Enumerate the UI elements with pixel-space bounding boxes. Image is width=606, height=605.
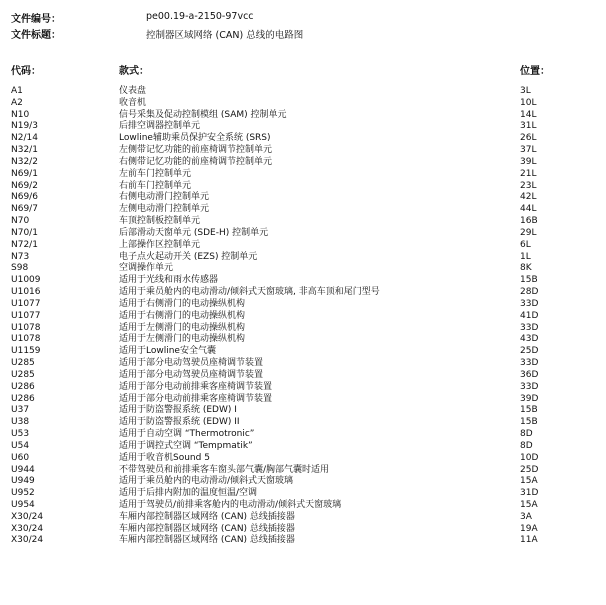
component-description: 适用于防盗警报系统 (EDW) I (119, 405, 237, 416)
component-position: 14L (520, 109, 537, 120)
table-row (0, 98, 606, 110)
table-row (0, 358, 606, 370)
component-description: 右前车门控制单元 (119, 180, 192, 191)
component-position: 15B (520, 275, 538, 286)
component-code: U1078 (11, 322, 41, 333)
component-position: 21L (520, 168, 537, 179)
component-code: U37 (11, 405, 30, 416)
component-description: 车厢内部控制器区域网络 (CAN) 总线插接器 (119, 523, 295, 534)
table-row (0, 453, 606, 465)
component-description: 适用于自动空调 “Thermotronic” (119, 429, 255, 440)
component-description: 后部滑动天窗单元 (SDE-H) 控制单元 (119, 227, 269, 238)
table-row (0, 240, 606, 252)
component-description: 适用于防盗警报系统 (EDW) II (119, 417, 240, 428)
component-code: N10 (11, 109, 30, 120)
component-code: U944 (11, 464, 35, 475)
table-row (0, 275, 606, 287)
component-code: U286 (11, 381, 35, 392)
component-code: U954 (11, 499, 35, 510)
component-code: N69/7 (11, 204, 38, 215)
component-code: U38 (11, 417, 30, 428)
component-description: 仪表盘 (119, 86, 147, 96)
component-code: X30/24 (11, 511, 44, 522)
component-code: N32/2 (11, 156, 38, 167)
component-code: N72/1 (11, 239, 38, 250)
component-description: 适用于部分电动驾驶员座椅调节装置 (119, 369, 264, 380)
component-position: 44L (520, 204, 537, 215)
table-row (0, 228, 606, 240)
component-description: Lowline辅助乘员保护安全系统 (SRS) (119, 133, 271, 144)
table-row (0, 145, 606, 157)
component-position: 36D (520, 369, 539, 380)
doc-number-value: pe00.19-a-2150-97vcc (146, 11, 254, 22)
component-description: 左侧电动滑门控制单元 (119, 204, 210, 215)
component-code: N73 (11, 251, 30, 262)
component-position: 10L (520, 97, 537, 108)
component-description: 上部操作区控制单元 (119, 239, 201, 250)
table-row (0, 311, 606, 323)
component-code: U285 (11, 369, 35, 380)
component-code: A2 (11, 97, 23, 108)
component-description: 信号采集及促动控制模组 (SAM) 控制单元 (119, 109, 287, 120)
component-position: 1L (520, 251, 531, 262)
component-position: 8K (520, 263, 532, 274)
component-position: 25D (520, 346, 539, 357)
table-row (0, 157, 606, 169)
component-description: 适用于部分电动前排乘客座椅调节装置 (119, 393, 273, 404)
component-description: 适用于左侧滑门的电动操纵机构 (119, 322, 246, 333)
table-row (0, 441, 606, 453)
component-code: U1009 (11, 275, 41, 286)
component-description: 适用于驾驶员/前排乘客舱内的电动滑动/倾斜式天窗玻璃 (119, 499, 342, 510)
component-position: 3A (520, 511, 532, 522)
component-code: N19/3 (11, 121, 38, 132)
component-position: 3L (520, 86, 531, 96)
component-position: 10D (520, 452, 539, 463)
doc-title-value: 控制器区域网络 (CAN) 总线的电路图 (146, 30, 304, 41)
component-position: 33D (520, 322, 539, 333)
table-row (0, 287, 606, 299)
doc-number-label: 文件编号： (11, 14, 61, 25)
component-description: 右侧带记忆功能的前座椅调节控制单元 (119, 156, 273, 167)
component-code: U53 (11, 429, 30, 440)
table-row (0, 524, 606, 536)
component-code: N70/1 (11, 227, 38, 238)
component-description: 适用于部分电动前排乘客座椅调节装置 (119, 381, 273, 392)
component-position: 37L (520, 145, 537, 156)
component-position: 8D (520, 440, 533, 451)
component-position: 8D (520, 429, 533, 440)
table-row (0, 512, 606, 524)
component-position: 39D (520, 393, 539, 404)
table-row (0, 346, 606, 358)
component-position: 6L (520, 239, 531, 250)
component-position: 33D (520, 298, 539, 309)
component-description: 适用于左侧滑门的电动操纵机构 (119, 334, 246, 345)
table-row (0, 181, 606, 193)
component-position: 11A (520, 535, 538, 546)
component-position: 42L (520, 192, 537, 203)
component-description: 适用于部分电动驾驶员座椅调节装置 (119, 358, 264, 369)
component-description: 适用于调控式空调 “Tempmatik” (119, 440, 253, 451)
component-code: U285 (11, 358, 35, 369)
component-code: U60 (11, 452, 30, 463)
component-code: N69/6 (11, 192, 38, 203)
component-description: 适用于光线和雨水传感器 (119, 275, 219, 286)
component-description: 右侧电动滑门控制单元 (119, 192, 210, 203)
component-list (0, 86, 606, 547)
column-header-position: 位置： (520, 66, 550, 77)
component-code: U1159 (11, 346, 41, 357)
component-code: X30/24 (11, 535, 44, 546)
component-description: 车厢内部控制器区域网络 (CAN) 总线插接器 (119, 511, 295, 522)
component-description: 不带驾驶员和前排乘客车窗头部气囊/胸部气囊时适用 (119, 464, 330, 475)
component-code: N69/1 (11, 168, 38, 179)
column-header-code: 代码： (11, 66, 41, 77)
doc-title-label: 文件标题： (11, 30, 61, 41)
component-position: 15B (520, 417, 538, 428)
table-row (0, 192, 606, 204)
component-position: 16B (520, 216, 538, 227)
table-row (0, 299, 606, 311)
component-description: 后排空调器控制单元 (119, 121, 201, 132)
component-description: 收音机 (119, 97, 147, 108)
table-row (0, 334, 606, 346)
component-description: 适用于后排内附加的温度恒温/空调 (119, 488, 258, 499)
component-description: 适用于乘员舱内的电动滑动/倾斜式天窗玻璃 (119, 476, 294, 487)
table-row (0, 323, 606, 335)
table-row (0, 216, 606, 228)
table-row (0, 500, 606, 512)
component-code: N69/2 (11, 180, 38, 191)
table-row (0, 476, 606, 488)
column-header-model: 款式： (119, 66, 149, 77)
component-position: 28D (520, 287, 539, 298)
table-row (0, 252, 606, 264)
component-description: 车顶控制板控制单元 (119, 216, 201, 227)
component-code: N70 (11, 216, 30, 227)
component-position: 33D (520, 381, 539, 392)
component-position: 31L (520, 121, 537, 132)
component-code: S98 (11, 263, 29, 274)
table-row (0, 110, 606, 122)
component-description: 适用于收音机Sound 5 (119, 452, 210, 463)
component-position: 29L (520, 227, 537, 238)
table-row (0, 488, 606, 500)
table-row (0, 133, 606, 145)
component-position: 41D (520, 310, 539, 321)
component-position: 31D (520, 488, 539, 499)
component-description: 左前车门控制单元 (119, 168, 192, 179)
component-code: A1 (11, 86, 23, 96)
component-description: 适用于乘员舱内的电动滑动/倾斜式天窗玻璃, 非高车顶和尾门型号 (119, 287, 380, 298)
component-code: N2/14 (11, 133, 38, 144)
component-code: N32/1 (11, 145, 38, 156)
table-row (0, 263, 606, 275)
component-position: 25D (520, 464, 539, 475)
component-code: U286 (11, 393, 35, 404)
component-position: 15B (520, 405, 538, 416)
component-position: 26L (520, 133, 537, 144)
table-row (0, 417, 606, 429)
component-code: U1077 (11, 310, 41, 321)
component-position: 39L (520, 156, 537, 167)
component-position: 33D (520, 358, 539, 369)
table-row (0, 535, 606, 547)
component-position: 23L (520, 180, 537, 191)
component-position: 15A (520, 476, 538, 487)
table-row (0, 204, 606, 216)
table-row (0, 405, 606, 417)
table-row (0, 370, 606, 382)
component-code: X30/24 (11, 523, 44, 534)
component-position: 43D (520, 334, 539, 345)
component-description: 左侧带记忆功能的前座椅调节控制单元 (119, 145, 273, 156)
component-code: U949 (11, 476, 35, 487)
table-row (0, 394, 606, 406)
component-description: 空调操作单元 (119, 263, 174, 274)
component-description: 电子点火起动开关 (EZS) 控制单元 (119, 251, 258, 262)
table-row (0, 121, 606, 133)
table-row (0, 465, 606, 477)
component-position: 19A (520, 523, 538, 534)
component-description: 车厢内部控制器区域网络 (CAN) 总线插接器 (119, 535, 295, 546)
component-code: U952 (11, 488, 35, 499)
table-row (0, 169, 606, 181)
table-row (0, 86, 606, 98)
table-row (0, 429, 606, 441)
component-code: U1077 (11, 298, 41, 309)
component-code: U1016 (11, 287, 41, 298)
component-code: U54 (11, 440, 30, 451)
component-position: 15A (520, 499, 538, 510)
component-description: 适用于右侧滑门的电动操纵机构 (119, 310, 246, 321)
component-description: 适用于Lowline安全气囊 (119, 346, 216, 357)
component-description: 适用于右侧滑门的电动操纵机构 (119, 298, 246, 309)
table-row (0, 382, 606, 394)
component-code: U1078 (11, 334, 41, 345)
